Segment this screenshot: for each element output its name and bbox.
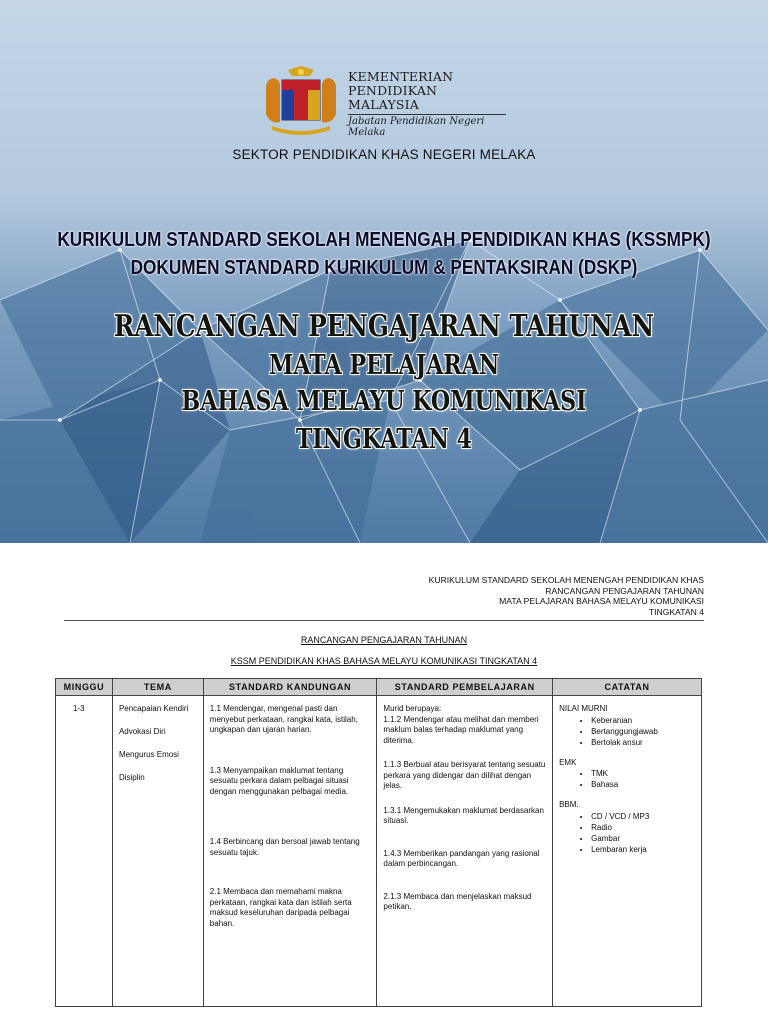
catatan-cell <box>553 696 702 1007</box>
plan-table <box>55 678 702 1007</box>
document-subtitle: KSSM PENDIDIKAN KHAS BAHASA MELAYU KOMUNIKASI TINGKATAN 4 <box>230 656 538 666</box>
list-item: • Bahasa <box>591 779 697 790</box>
document-title: RANCANGAN PENGAJARAN TAHUNAN <box>300 635 468 645</box>
sk-item: 1.1 Mendengar, mengenal pasti dan menyebut perkataan, rangkai kata, istilah, ungkapan dan ujaran harian. <box>209 704 358 734</box>
ministry-line-3: MALAYSIA <box>348 97 420 112</box>
cover-title-2: MATA PELAJARAN <box>268 350 500 381</box>
list-item: • Gambar <box>591 833 697 844</box>
emk-label: EMK <box>559 757 577 767</box>
bbm-list <box>559 811 697 855</box>
col-tema: TEMA <box>112 679 203 696</box>
table-row <box>56 696 702 1007</box>
header-divider <box>64 620 704 621</box>
table-header-row <box>56 679 702 696</box>
header-line-3: MATA PELAJARAN BAHASA MELAYU KOMUNIKASI <box>499 596 704 606</box>
list-item: • Bertanggungjawab <box>591 726 697 737</box>
ministry-line-1: KEMENTERIAN <box>348 69 454 84</box>
list-item: • TMK <box>591 768 697 779</box>
cover-title-4: TINGKATAN 4 <box>295 424 473 455</box>
list-item: • Radio <box>591 822 697 833</box>
cover-title-3: BAHASA MELAYU KOMUNIKASI <box>181 386 587 417</box>
list-item: • Bertolak ansur <box>591 737 697 748</box>
list-item: • Lembaran kerja <box>591 844 697 855</box>
ministry-line-2: PENDIDIKAN <box>348 83 438 98</box>
col-minggu: MINGGU <box>56 679 113 696</box>
sp-intro: Murid berupaya: <box>383 704 442 713</box>
document-header <box>429 575 704 617</box>
sp-item: 1.1.2 Mendengar atau melihat dan memberi maklum balas terhadap maklumat yang diterima. <box>383 714 539 745</box>
ministry-divider <box>348 114 506 115</box>
sp-item: 1.3.1 Mengemukakan maklumat berdasarkan situasi. <box>383 805 544 825</box>
ministry-logo-block <box>262 64 512 140</box>
standard-pembelajaran-cell <box>377 696 553 1007</box>
col-standard-pembelajaran: STANDARD PEMBELAJARAN <box>377 679 553 696</box>
list-item: • CD / VCD / MP3 <box>591 811 697 822</box>
tema-item: Disiplin <box>118 773 145 782</box>
curriculum-line-2: DOKUMEN STANDARD KURIKULUM & PENTAKSIRAN (DSKP) <box>130 257 638 279</box>
header-line-2: RANCANGAN PENGAJARAN TAHUNAN <box>545 585 704 596</box>
list-item: • Keberanian <box>591 715 697 726</box>
tema-item: Mengurus Emosi <box>118 750 179 759</box>
emk-list <box>559 768 697 790</box>
col-standard-kandungan: STANDARD KANDUNGAN <box>203 679 377 696</box>
sector-name: SEKTOR PENDIDIKAN KHAS NEGERI MELAKA <box>232 147 536 162</box>
tema-item: Advokasi Diri <box>118 727 166 736</box>
nilai-murni-list <box>559 715 697 748</box>
cover-title-1: RANCANGAN PENGAJARAN TAHUNAN <box>113 309 655 344</box>
sp-item: 2.1.3 Membaca dan menjelaskan maksud petikan. <box>383 891 532 911</box>
week-cell: 1-3 <box>56 696 113 1007</box>
tema-item: Pencapaian Kendiri <box>118 704 189 713</box>
bbm-label: BBM. <box>559 800 579 809</box>
ministry-name <box>348 70 512 138</box>
standard-kandungan-cell <box>203 696 377 1007</box>
header-line-4: TINGKATAN 4 <box>648 606 704 617</box>
sp-item: 1.4.3 Memberikan pandangan yang rasional dalam perbincangan. <box>383 848 540 868</box>
coat-of-arms-icon <box>262 66 340 136</box>
sk-item: 1.4 Berbincang dan bersoal jawab tentang sesuatu tajuk. <box>209 837 360 857</box>
curriculum-line-1: KURIKULUM STANDARD SEKOLAH MENENGAH PENDIDIKAN KHAS (KSSMPK) <box>57 229 711 251</box>
plan-document-page <box>0 543 768 1024</box>
tema-cell <box>112 696 203 1007</box>
sk-item: 1.3 Menyampaikan maklumat tentang sesuatu perkara dalam pelbagai situasi dengan menggunakan pelbagai media. <box>209 765 349 796</box>
col-catatan: CATATAN <box>553 679 702 696</box>
sp-item: 1.1.3 Berbual atau berisyarat tentang sesuatu perkara yang didengar dan dilihat dengan jelas. <box>383 760 546 790</box>
nilai-murni-label: NILAI MURNI <box>559 704 608 713</box>
department-name: Jabatan Pendidikan Negeri Melaka <box>348 116 485 138</box>
header-line-1: KURIKULUM STANDARD SEKOLAH MENENGAH PENDIDIKAN KHAS <box>428 575 704 585</box>
sk-item: 2.1 Membaca dan memahami makna perkataan, rangkai kata dan istilah serta maksud keseluruhan daripada pelbagai bahan. <box>209 887 352 928</box>
